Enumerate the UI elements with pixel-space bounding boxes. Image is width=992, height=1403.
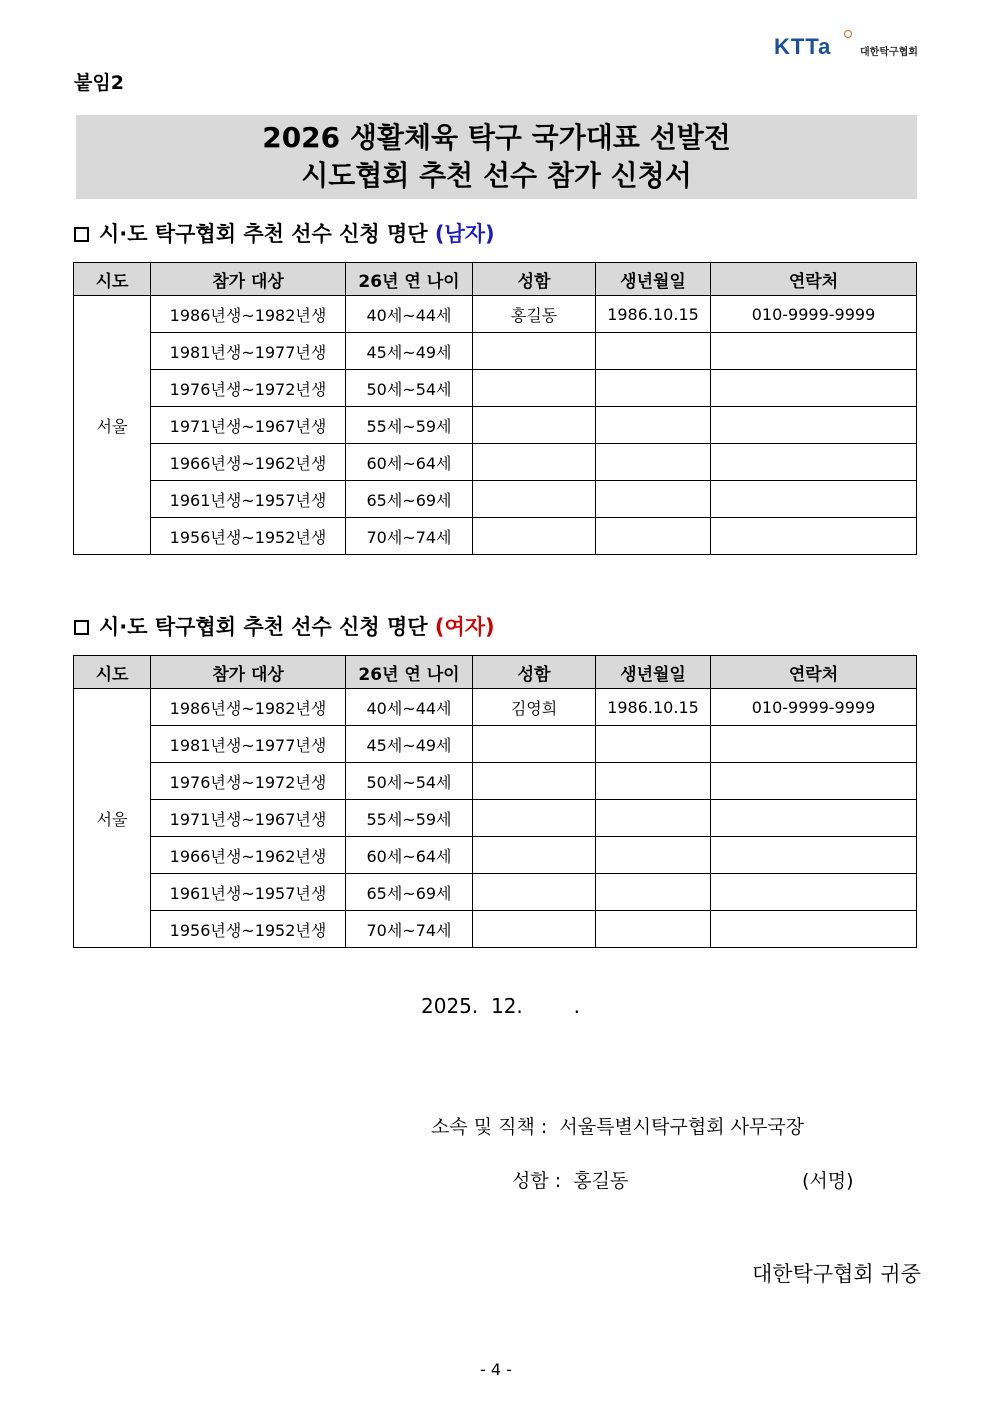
phone-cell: 010-9999-9999 (711, 689, 917, 726)
name-cell (473, 911, 596, 948)
name-cell (473, 444, 596, 481)
phone-cell (711, 444, 917, 481)
logo-dot-icon (844, 30, 852, 38)
birth-cell (596, 370, 711, 407)
target-cell: 1976년생~1972년생 (151, 763, 346, 800)
target-cell: 1971년생~1967년생 (151, 407, 346, 444)
affiliation-label: 소속 및 직책 : (431, 1116, 548, 1138)
target-cell: 1966년생~1962년생 (151, 444, 346, 481)
phone-cell (711, 518, 917, 555)
target-cell: 1956년생~1952년생 (151, 518, 346, 555)
birth-cell (596, 837, 711, 874)
name-cell (473, 837, 596, 874)
age-cell: 55세~59세 (346, 407, 473, 444)
phone-cell (711, 874, 917, 911)
table-header-row (74, 263, 917, 296)
name-cell (473, 333, 596, 370)
table-row (74, 689, 917, 726)
table-row (74, 518, 917, 555)
col-region: 시도 (74, 263, 151, 296)
title-line-2: 시도협회 추천 선수 참가 신청서 (301, 159, 692, 192)
name-cell (473, 800, 596, 837)
table-row (74, 763, 917, 800)
age-cell: 60세~64세 (346, 444, 473, 481)
table-row (74, 333, 917, 370)
age-cell: 70세~74세 (346, 911, 473, 948)
name-cell (473, 726, 596, 763)
name-cell: 김영희 (473, 689, 596, 726)
women-roster-table (73, 655, 917, 948)
name-cell (473, 518, 596, 555)
col-phone: 연락처 (711, 656, 917, 689)
name-label: 성함 : (512, 1170, 562, 1192)
table-row (74, 296, 917, 333)
table-row (74, 911, 917, 948)
target-cell: 1986년생~1982년생 (151, 689, 346, 726)
age-cell: 45세~49세 (346, 726, 473, 763)
region-cell: 서울 (74, 296, 151, 555)
men-gender-label: (남자) (434, 222, 495, 246)
age-cell: 60세~64세 (346, 837, 473, 874)
birth-cell (596, 444, 711, 481)
birth-cell (596, 333, 711, 370)
target-cell: 1981년생~1977년생 (151, 726, 346, 763)
checkbox-square-icon (74, 620, 89, 635)
submission-date: 2025. 12. . (421, 994, 580, 1018)
col-age: 26년 연 나이 (346, 263, 473, 296)
men-roster-table (73, 262, 917, 555)
target-cell: 1961년생~1957년생 (151, 481, 346, 518)
age-cell: 40세~44세 (346, 689, 473, 726)
col-name: 성함 (473, 656, 596, 689)
men-heading-text: 시·도 탁구협회 추천 선수 신청 명단 (99, 222, 428, 246)
table-row (74, 800, 917, 837)
affiliation-value: 서울특별시탁구협회 사무국장 (559, 1116, 805, 1138)
age-cell: 45세~49세 (346, 333, 473, 370)
phone-cell (711, 333, 917, 370)
target-cell: 1966년생~1962년생 (151, 837, 346, 874)
age-cell: 50세~54세 (346, 763, 473, 800)
region-cell: 서울 (74, 689, 151, 948)
phone-cell (711, 726, 917, 763)
target-cell: 1981년생~1977년생 (151, 333, 346, 370)
addressee: 대한탁구협회 귀중 (752, 1262, 921, 1286)
age-cell: 55세~59세 (346, 800, 473, 837)
col-phone: 연락처 (711, 263, 917, 296)
birth-cell (596, 874, 711, 911)
women-gender-label: (여자) (434, 615, 495, 639)
logo-subtitle: 대한탁구협회 (860, 47, 918, 58)
target-cell: 1976년생~1972년생 (151, 370, 346, 407)
age-cell: 70세~74세 (346, 518, 473, 555)
affiliation-line (431, 1112, 804, 1139)
title-line-1: 2026 생활체육 탁구 국가대표 선발전 (262, 121, 731, 154)
name-cell (473, 407, 596, 444)
name-cell (473, 370, 596, 407)
age-cell: 40세~44세 (346, 296, 473, 333)
phone-cell (711, 837, 917, 874)
table-row (74, 874, 917, 911)
col-region: 시도 (74, 656, 151, 689)
birth-cell (596, 518, 711, 555)
checkbox-square-icon (74, 227, 89, 242)
phone-cell (711, 481, 917, 518)
birth-cell: 1986.10.15 (596, 296, 711, 333)
women-section-heading (74, 611, 495, 641)
page-number: - 4 - (480, 1360, 512, 1379)
table-row (74, 837, 917, 874)
name-cell (473, 481, 596, 518)
signature-field: (서명) (802, 1170, 854, 1192)
name-cell (473, 763, 596, 800)
col-birth: 생년월일 (596, 656, 711, 689)
target-cell: 1956년생~1952년생 (151, 911, 346, 948)
table-row (74, 726, 917, 763)
table-row (74, 481, 917, 518)
target-cell: 1986년생~1982년생 (151, 296, 346, 333)
table-row (74, 370, 917, 407)
age-cell: 50세~54세 (346, 370, 473, 407)
col-target: 참가 대상 (151, 656, 346, 689)
logo-mark: KTTa (774, 34, 832, 59)
col-target: 참가 대상 (151, 263, 346, 296)
birth-cell (596, 481, 711, 518)
birth-cell (596, 763, 711, 800)
col-name: 성함 (473, 263, 596, 296)
name-cell (473, 874, 596, 911)
target-cell: 1961년생~1957년생 (151, 874, 346, 911)
women-heading-text: 시·도 탁구협회 추천 선수 신청 명단 (99, 615, 428, 639)
table-row (74, 407, 917, 444)
men-rows (74, 296, 917, 555)
women-rows (74, 689, 917, 948)
table-header-row (74, 656, 917, 689)
name-line (512, 1166, 628, 1193)
name-value: 홍길동 (573, 1170, 629, 1192)
age-cell: 65세~69세 (346, 481, 473, 518)
name-cell: 홍길동 (473, 296, 596, 333)
birth-cell (596, 726, 711, 763)
birth-cell (596, 800, 711, 837)
ktta-logo (774, 34, 924, 62)
document-title (76, 115, 917, 199)
table-row (74, 444, 917, 481)
phone-cell (711, 911, 917, 948)
col-birth: 생년월일 (596, 263, 711, 296)
phone-cell (711, 763, 917, 800)
col-age: 26년 연 나이 (346, 656, 473, 689)
phone-cell: 010-9999-9999 (711, 296, 917, 333)
birth-cell: 1986.10.15 (596, 689, 711, 726)
birth-cell (596, 911, 711, 948)
target-cell: 1971년생~1967년생 (151, 800, 346, 837)
phone-cell (711, 407, 917, 444)
phone-cell (711, 370, 917, 407)
age-cell: 65세~69세 (346, 874, 473, 911)
birth-cell (596, 407, 711, 444)
phone-cell (711, 800, 917, 837)
men-section-heading (74, 218, 495, 248)
attachment-label: 붙임2 (74, 72, 124, 94)
